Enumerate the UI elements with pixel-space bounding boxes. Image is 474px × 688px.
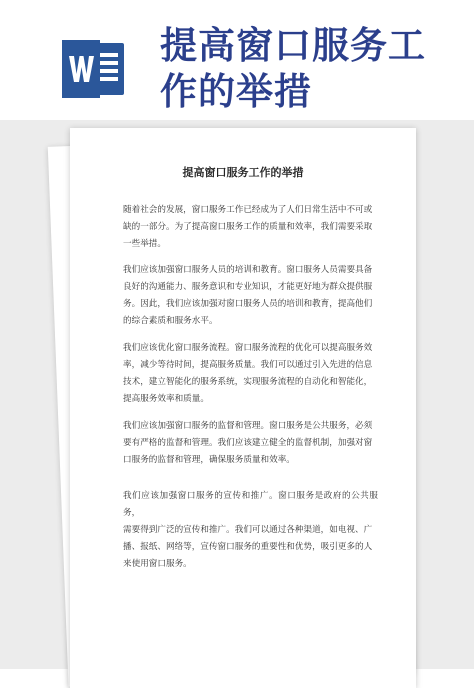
paragraph-training: 我们应该加强窗口服务人员的培训和教育。窗口服务人员需要具备 良好的沟通能力、服务意识和专业知识，才能更好地为群众提供服 务。因此，我们应该加强对窗口服务人员的培训和教育，提高他们 的综合素质和服务水平。 [123, 265, 373, 326]
paragraph-promotion: 我们应该加强窗口服务的宣传和推广。窗口服务是政府的公共服务， 需要得到广泛的宣传和推广。我们可以通过各种渠道，如电视、广 播、报纸、网络等，宣传窗口服务的重要性和优势，吸引更多的人 来使用窗口服务。 [123, 491, 378, 569]
header-title: 提高窗口服务工作的举措 [160, 23, 426, 113]
word-document-icon [62, 40, 126, 98]
header-banner [0, 0, 474, 130]
paragraph-intro: 随着社会的发展，窗口服务工作已经成为了人们日常生活中不可或 缺的一部分。为了提高窗口服务工作的质量和效率，我们需要采取 一些举措。 [123, 205, 373, 249]
paragraph-supervision: 我们应该加强窗口服务的监督和管理。窗口服务是公共服务，必须 要有严格的监督和管理。我们应该建立健全的监督机制，加强对窗 口服务的监督和管理，确保服务质量和效率。 [123, 421, 373, 465]
paragraph-process: 我们应该优化窗口服务流程。窗口服务流程的优化可以提高服务效 率，减少等待时间，提高服务质量。我们可以通过引入先进的信息 技术，建立智能化的服务系统，实现服务流程的自动化和智能化， 提高服务效率和质量。 [123, 343, 373, 404]
document-title: 提高窗口服务工作的举措 [182, 166, 304, 179]
document-page [70, 128, 416, 688]
